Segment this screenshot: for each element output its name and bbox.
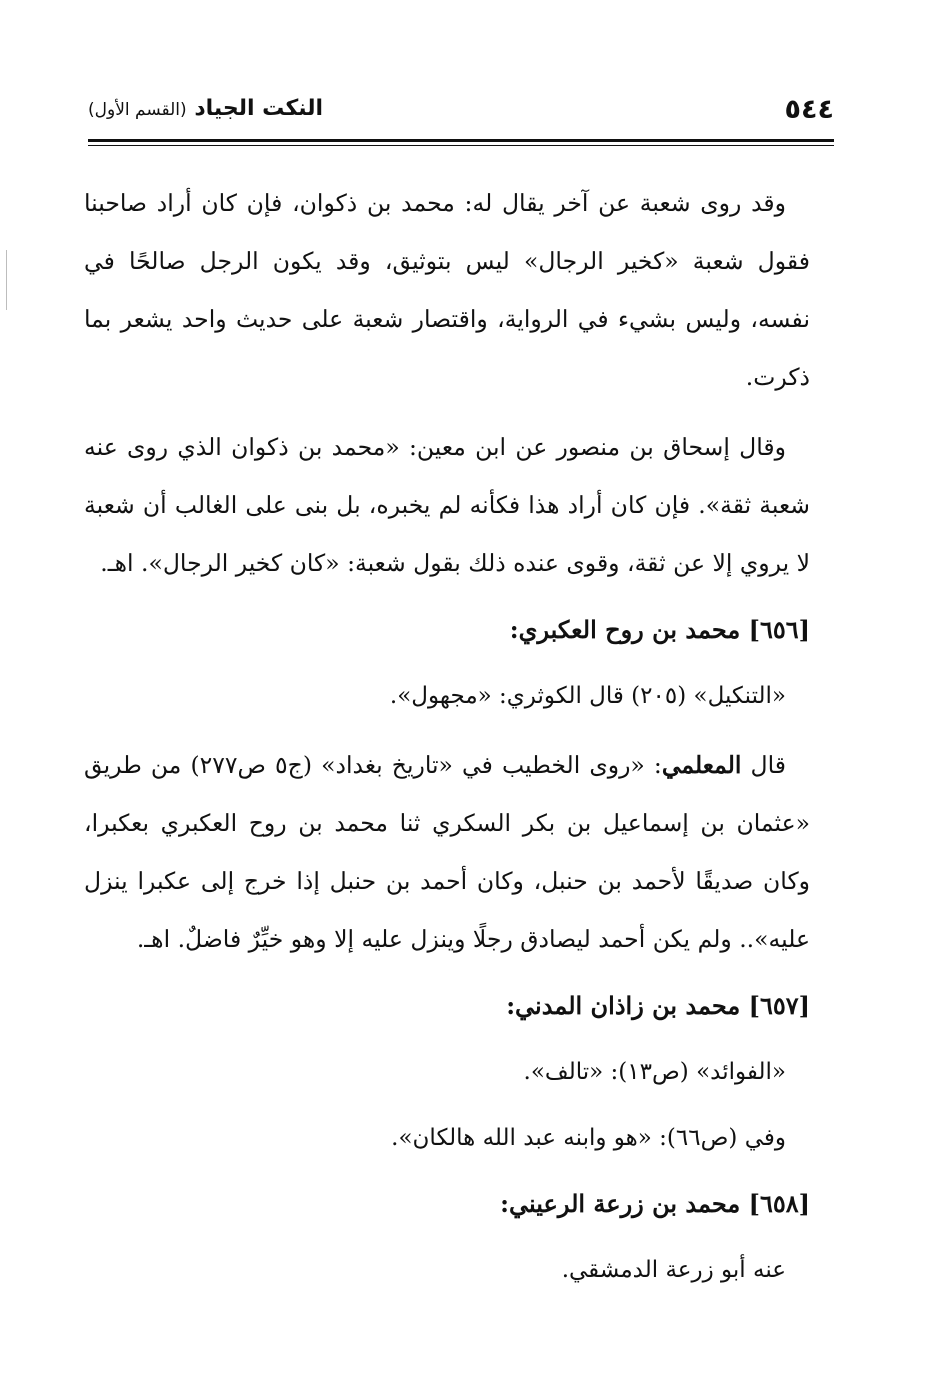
entry-656-source: «التنكيل» (٢٠٥) قال الكوثري: «مجهول». xyxy=(389,683,786,709)
page-body xyxy=(84,174,810,1310)
page-number: ٥٤٤ xyxy=(784,94,834,125)
muallimi-lead: قال xyxy=(750,751,786,779)
paragraph-muallimi xyxy=(84,736,810,968)
scan-edge-mark xyxy=(6,250,7,310)
entry-657-source-b: وفي (ص٦٦): «هو وابنه عبد الله هالكان». xyxy=(391,1125,786,1151)
book-title-subtitle: (القسم الأول) xyxy=(88,100,187,120)
book-title xyxy=(88,96,323,121)
entry-658-note: عنه أبو زرعة الدمشقي. xyxy=(561,1257,786,1283)
header-rule-thick xyxy=(88,139,834,142)
entry-heading-656: [٦٥٦] محمد بن روح العكبري: xyxy=(509,615,810,644)
muallimi-name: المعلمي xyxy=(661,751,742,779)
running-header xyxy=(88,92,834,136)
book-title-main: النكت الجياد xyxy=(194,96,324,121)
entry-heading-658: [٦٥٨] محمد بن زرعة الرعيني: xyxy=(500,1189,810,1218)
paragraph-ibn-maeen: وقال إسحاق بن منصور عن ابن معين: «محمد بن ذكوان الذي روى عنه شعبة ثقة». فإن كان أراد هذا فكأنه لم يخبره، بل بنى على الغالب أن شعبة لا يروي إلا عن ثقة، وقوى عنده ذلك بقول شعبة: «كان كخير الرجال». اهـ. xyxy=(84,433,810,577)
entry-heading-657: [٦٥٧] محمد بن زاذان المدني: xyxy=(506,991,810,1020)
muallimi-text: : «روى الخطيب في «تاريخ بغداد» (ج٥ ص٢٧٧) من طريق «عثمان بن إسماعيل بن بكر السكري ثنا محمد بن روح العكبري بعكبرا، وكان صديقًا لأحمد بن حنبل، وكان أحمد بن حنبل إذا خرج إلى عكبرا ينزل عليه».. ولم يكن أحمد ليصادق رجلًا وينزل عليه إلا وهو خيِّرٌ فاضلٌ. اهـ. xyxy=(84,751,810,953)
paragraph-shuba-narration: وقد روى شعبة عن آخر يقال له: محمد بن ذكوان، فإن كان أراد صاحبنا فقول شعبة «كخير الرجال» ليس بتوثيق، وقد يكون الرجل صالحًا في نفسه، وليس بشيء في الرواية، واقتصار شعبة على حديث واحد يشعر بما ذكرت. xyxy=(84,189,810,391)
header-rule-thin xyxy=(88,145,834,146)
entry-657-source-a: «الفوائد» (ص١٣): «تالف». xyxy=(523,1059,786,1085)
